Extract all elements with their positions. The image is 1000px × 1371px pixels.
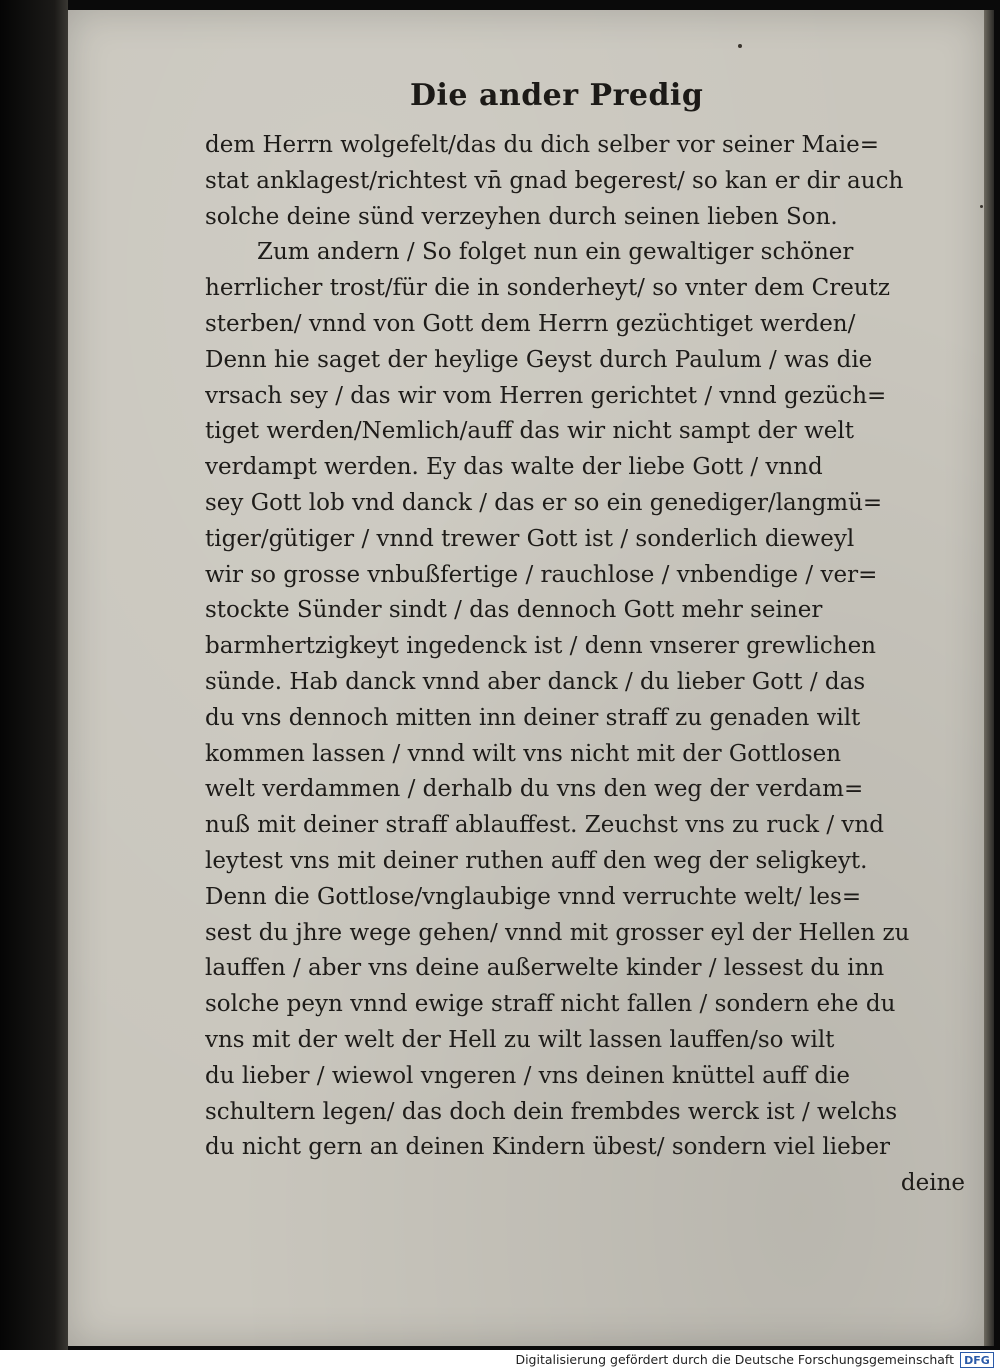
text-line: du lieber / wiewol vngeren / vns deinen knüttel auff die (205, 1062, 851, 1089)
page-edge (984, 10, 994, 1346)
dfg-logo: DFG (960, 1352, 994, 1368)
text-line: verdampt werden. Ey das walte der liebe Gott / vnnd (205, 454, 823, 481)
text-line: herrlicher trost/für die in sonderheyt/ so vnter dem Creutz (205, 275, 891, 302)
text-line: sey Gott lob vnd danck / das er so ein genediger/langmü= (205, 489, 883, 516)
text-line: tiger/gütiger / vnnd trewer Gott ist / sonderlich dieweyl (205, 525, 855, 552)
text-line: sterben/ vnnd von Gott dem Herrn gezüchtiget werden/ (205, 310, 856, 337)
text-line: vns mit der welt der Hell zu wilt lassen lauffen/so wilt (205, 1026, 835, 1053)
running-title: Die ander Predig (410, 78, 704, 113)
text-line: schultern legen/ das doch dein frembdes werck ist / welchs (205, 1098, 898, 1125)
text-line: vrsach sey / das wir vom Herren gerichtet / vnnd gezüch= (205, 382, 887, 409)
text-line: dem Herrn wolgefelt/das du dich selber vor seiner Maie= (205, 132, 879, 158)
book-binding-shadow (0, 0, 68, 1371)
text-line: lauffen / aber vns deine außerwelte kinder / lessest du inn (205, 955, 885, 982)
text-line: solche deine sünd verzeyhen durch seinen lieben Son. (205, 203, 838, 230)
body-text (205, 128, 983, 1202)
text-line: du nicht gern an deinen Kindern übest/ sondern viel lieber (205, 1134, 891, 1161)
catchword: deine (900, 1170, 965, 1197)
text-line: sest du jhre wege gehen/ vnnd mit grosser eyl der Hellen zu (205, 919, 910, 946)
text-line: du vns dennoch mitten inn deiner straff zu genaden wilt (205, 704, 861, 731)
text-line: solche peyn vnnd ewige straff nicht fallen / sondern ehe du (205, 991, 896, 1018)
text-line-paragraph-start: Zum andern / So folget nun ein gewaltiger schöner (257, 239, 854, 266)
ink-speck (738, 44, 742, 48)
text-line: leytest vns mit deiner ruthen auff den weg der seligkeyt. (205, 847, 868, 874)
text-line: stockte Sünder sindt / das dennoch Gott mehr seiner (205, 597, 823, 624)
text-line: Denn die Gottlose/vnglaubige vnnd verruchte welt/ les= (205, 883, 862, 910)
text-line: Denn hie saget der heylige Geyst durch Paulum / was die (205, 346, 873, 373)
digitization-credit: Digitalisierung gefördert durch die Deutsche Forschungsgemeinschaft (515, 1352, 954, 1367)
text-line: stat anklagest/richtest vn̄ gnad begerest/ so kan er dir auch (205, 167, 904, 194)
text-line: nuß mit deiner straff ablauffest. Zeuchst vns zu ruck / vnd (205, 812, 884, 839)
text-line: welt verdammen / derhalb du vns den weg der verdam= (205, 776, 864, 803)
text-line: tiget werden/Nemlich/auff das wir nicht sampt der welt (205, 418, 855, 445)
text-line: wir so grosse vnbußfertige / rauchlose / vnbendige / ver= (205, 561, 878, 588)
text-line: sünde. Hab danck vnnd aber danck / du lieber Gott / das (205, 668, 866, 695)
text-line: kommen lassen / vnnd wilt vns nicht mit der Gottlosen (205, 740, 842, 767)
text-line: barmhertzigkeyt ingedenck ist / denn vnserer grewlichen (205, 633, 876, 660)
